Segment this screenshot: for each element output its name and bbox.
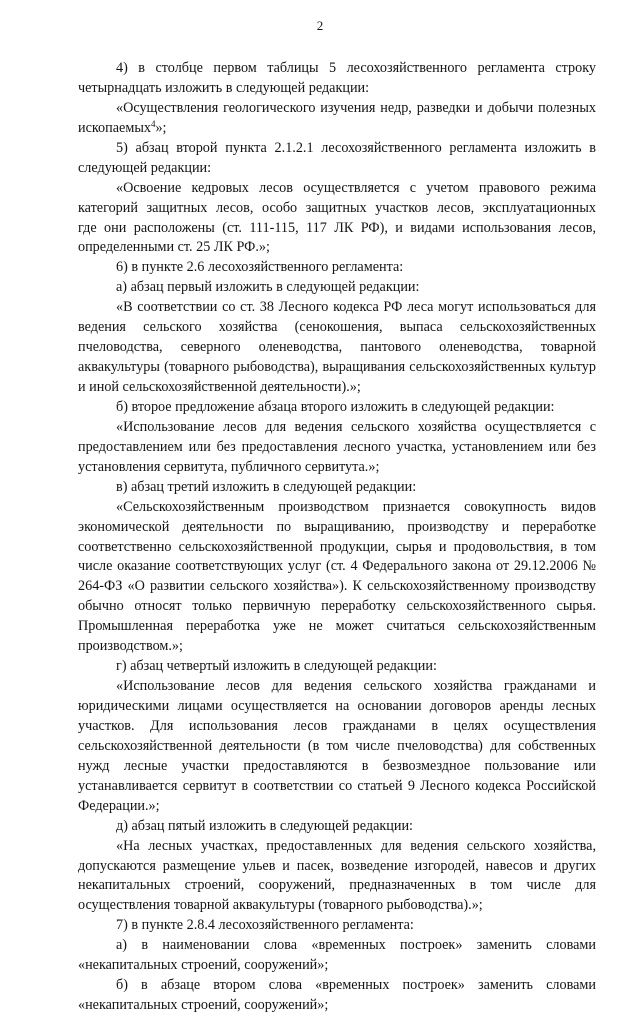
text-line: допускаются размещение ульев и пасек, возведение изгородей, навесов и других bbox=[78, 857, 596, 874]
text-line: установления сервитута, публичного сервитута.»; bbox=[78, 458, 380, 475]
text-line: категорий защитных лесов, особо защитных участков лесов, эксплуатационных bbox=[78, 199, 596, 216]
text-line: г) абзац четвертый изложить в следующей редакции: bbox=[116, 658, 437, 675]
document-body bbox=[78, 59, 596, 1016]
text-line: «Осуществления геологического изучения недр, разведки и добычи полезных bbox=[116, 99, 596, 116]
text-line bbox=[78, 119, 596, 139]
text-line: нужд лесные участки предоставляются в безвозмездное пользование или bbox=[78, 757, 596, 774]
text-line: числе оказание соответствующих услуг (ст. 4 Федерального закона от 29.12.2006 № bbox=[78, 558, 596, 575]
text-line: сельскохозяйственной деятельности (в том числе пчеловодства) для собственных bbox=[78, 737, 596, 754]
text-line: «В соответствии со ст. 38 Лесного кодекса РФ леса могут использоваться для bbox=[116, 299, 596, 316]
text-line: где они расположены (ст. 111-115, 117 ЛК РФ), и видами использования лесов, bbox=[78, 219, 596, 236]
text-line: пчеловодства, северного оленеводства, пантового оленеводства, товарной bbox=[78, 339, 596, 356]
text-line: и иной сельскохозяйственной деятельности).»; bbox=[78, 379, 361, 395]
text-line: четырнадцать изложить в следующей редакции: bbox=[78, 79, 370, 96]
text-line: предоставлением или без предоставления лесного участка, установлением или без bbox=[78, 438, 596, 455]
text-line: производством.»; bbox=[78, 638, 183, 655]
text-line: обычно относят только первичную переработку сельскохозяйственного сырья. bbox=[78, 598, 596, 615]
page-number: 2 bbox=[316, 18, 324, 33]
text-line: 4) в столбце первом таблицы 5 лесохозяйственного регламента строку bbox=[116, 60, 596, 76]
text-line: юридическими лицами осуществляется на основании договоров аренды лесных bbox=[78, 698, 596, 714]
text-line: Промышленная переработка уже не может считаться сельскохозяйственным bbox=[78, 618, 596, 635]
text-line: в) абзац третий изложить в следующей редакции: bbox=[116, 478, 417, 495]
text-line: б) в абзаце втором слова «временных построек» заменить словами bbox=[116, 977, 596, 994]
text-line: аквакультуры (товарного рыбоводства), выращивания сельскохозяйственных культур bbox=[78, 359, 596, 376]
text-line: «Сельскохозяйственным производством признается совокупность видов bbox=[116, 498, 596, 515]
text-line: «Освоение кедровых лесов осуществляется с учетом правового режима bbox=[116, 179, 596, 196]
text-line-tail: »; bbox=[155, 119, 167, 136]
text-line: устанавливается сервитут в соответствии со статьей 9 Лесного кодекса Российской bbox=[78, 777, 596, 794]
text-line: некапитальных строений, сооружений, предназначенных в том числе для bbox=[78, 877, 596, 894]
text-line: участков. Для использования лесов гражданами в целях осуществления bbox=[78, 717, 596, 734]
text-line-main: ископаемых bbox=[78, 119, 151, 136]
footnote-reference: 4 bbox=[150, 118, 156, 129]
text-line: следующей редакции: bbox=[78, 159, 212, 176]
text-line: определенными ст. 25 ЛК РФ.»; bbox=[78, 239, 270, 256]
text-line: «Использование лесов для ведения сельского хозяйства гражданами и bbox=[116, 678, 596, 695]
text-line: осуществления товарной аквакультуры (товарного рыбоводства).»; bbox=[78, 897, 483, 914]
text-line: д) абзац пятый изложить в следующей редакции: bbox=[116, 817, 414, 834]
text-line: б) второе предложение абзаца второго изложить в следующей редакции: bbox=[116, 398, 555, 415]
text-line: 5) абзац второй пункта 2.1.2.1 лесохозяйственного регламента изложить в bbox=[116, 139, 596, 156]
text-line: 264-ФЗ «О развитии сельского хозяйства»). К сельскохозяйственному производству bbox=[78, 578, 596, 595]
text-line: 7) в пункте 2.8.4 лесохозяйственного регламента: bbox=[116, 917, 414, 934]
text-line: «некапитальных строений, сооружений»; bbox=[78, 957, 329, 974]
text-line: экономической деятельности по выращиванию, производству и переработке bbox=[78, 518, 596, 535]
text-line: ведения сельского хозяйства (сенокошения, выпаса сельскохозяйственных bbox=[78, 319, 596, 336]
text-line: «некапитальных строений, сооружений»; bbox=[78, 997, 329, 1014]
text-line: Федерации.»; bbox=[78, 797, 160, 814]
text-line: а) в наименовании слова «временных построек» заменить словами bbox=[116, 937, 596, 954]
text-line: а) абзац первый изложить в следующей редакции: bbox=[116, 279, 420, 296]
text-line: соответственно сельскохозяйственной продукции, сырья и продовольствия, в том bbox=[78, 538, 596, 555]
text-line: 6) в пункте 2.6 лесохозяйственного регламента: bbox=[116, 259, 404, 276]
text-line: «Использование лесов для ведения сельского хозяйства осуществляется с bbox=[116, 418, 596, 435]
text-line: «На лесных участках, предоставленных для ведения сельского хозяйства, bbox=[116, 837, 596, 854]
